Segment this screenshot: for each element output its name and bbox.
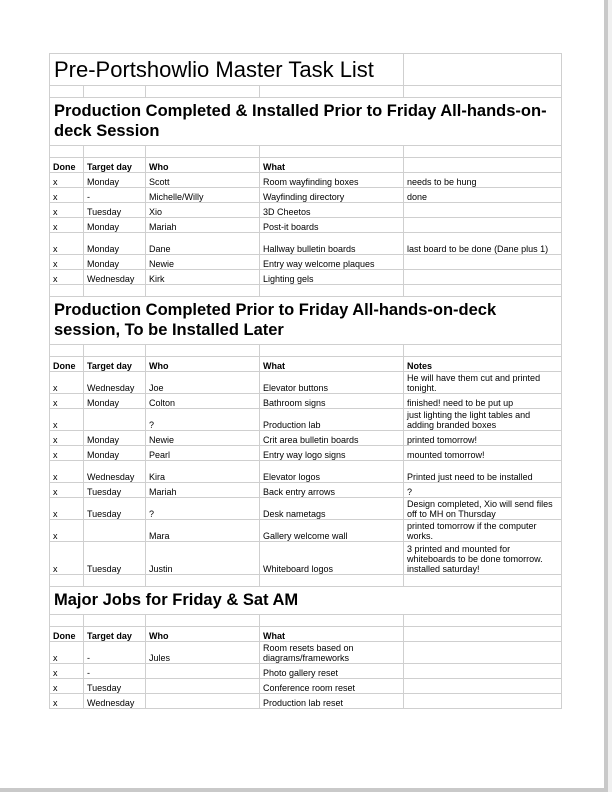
- what-cell: Photo gallery reset: [260, 664, 404, 679]
- done-cell: x: [50, 188, 84, 203]
- title-row: [50, 54, 562, 86]
- target-day-cell: Monday: [84, 431, 146, 446]
- what-cell: Entry way logo signs: [260, 446, 404, 461]
- what-cell: Back entry arrows: [260, 483, 404, 498]
- task-row: [50, 642, 562, 664]
- target-day-cell: -: [84, 642, 146, 664]
- done-cell: x: [50, 372, 84, 394]
- task-list-sheet: [49, 53, 562, 709]
- header-what: What: [260, 357, 404, 372]
- header-target-day: Target day: [84, 627, 146, 642]
- done-cell: x: [50, 270, 84, 285]
- what-cell: Production lab reset: [260, 694, 404, 709]
- section-heading: Production Completed & Installed Prior to Friday All-hands-on-deck Session: [50, 98, 562, 146]
- target-day-cell: Tuesday: [84, 542, 146, 575]
- what-cell: Wayfinding directory: [260, 188, 404, 203]
- task-row: [50, 431, 562, 446]
- who-cell: Joe: [146, 372, 260, 394]
- notes-cell: [404, 694, 562, 709]
- empty-cell: [50, 575, 84, 587]
- what-cell: Elevator buttons: [260, 372, 404, 394]
- done-cell: x: [50, 203, 84, 218]
- what-cell: Post-it boards: [260, 218, 404, 233]
- empty-cell: [84, 615, 146, 627]
- done-cell: x: [50, 394, 84, 409]
- who-cell: Colton: [146, 394, 260, 409]
- who-cell: ?: [146, 409, 260, 431]
- who-cell: Dane: [146, 233, 260, 255]
- target-day-cell: Tuesday: [84, 483, 146, 498]
- who-cell: [146, 679, 260, 694]
- empty-cell: [260, 86, 404, 98]
- who-cell: Pearl: [146, 446, 260, 461]
- notes-cell: needs to be hung: [404, 173, 562, 188]
- empty-cell: [260, 146, 404, 158]
- empty-cell: [404, 146, 562, 158]
- what-cell: Room resets based on diagrams/frameworks: [260, 642, 404, 664]
- target-day-cell: Monday: [84, 218, 146, 233]
- task-row: [50, 270, 562, 285]
- task-row: [50, 233, 562, 255]
- notes-cell: [404, 255, 562, 270]
- spacer-row: [50, 285, 562, 297]
- notes-cell: Printed just need to be installed: [404, 461, 562, 483]
- notes-cell: [404, 203, 562, 218]
- who-cell: Jules: [146, 642, 260, 664]
- target-day-cell: [84, 520, 146, 542]
- task-row: [50, 520, 562, 542]
- column-header-row: [50, 158, 562, 173]
- empty-cell: [404, 54, 562, 86]
- section-heading: Major Jobs for Friday & Sat AM: [50, 587, 562, 615]
- what-cell: Lighting gels: [260, 270, 404, 285]
- task-row: [50, 188, 562, 203]
- header-done: Done: [50, 357, 84, 372]
- done-cell: x: [50, 520, 84, 542]
- spacer-row: [50, 86, 562, 98]
- empty-cell: [50, 146, 84, 158]
- section-heading-row: [50, 297, 562, 345]
- notes-cell: done: [404, 188, 562, 203]
- header-target-day: Target day: [84, 158, 146, 173]
- notes-cell: [404, 218, 562, 233]
- done-cell: x: [50, 542, 84, 575]
- what-cell: Hallway bulletin boards: [260, 233, 404, 255]
- empty-cell: [404, 575, 562, 587]
- done-cell: x: [50, 431, 84, 446]
- column-header-row: [50, 357, 562, 372]
- header-target-day: Target day: [84, 357, 146, 372]
- empty-cell: [84, 146, 146, 158]
- task-row: [50, 694, 562, 709]
- target-day-cell: [84, 409, 146, 431]
- notes-cell: [404, 642, 562, 664]
- target-day-cell: Monday: [84, 446, 146, 461]
- empty-cell: [84, 86, 146, 98]
- what-cell: 3D Cheetos: [260, 203, 404, 218]
- task-row: [50, 218, 562, 233]
- section-heading-row: [50, 587, 562, 615]
- done-cell: x: [50, 642, 84, 664]
- who-cell: Xio: [146, 203, 260, 218]
- task-row: [50, 394, 562, 409]
- who-cell: [146, 664, 260, 679]
- empty-cell: [50, 86, 84, 98]
- notes-cell: printed tomorrow if the computer works.: [404, 520, 562, 542]
- who-cell: Kira: [146, 461, 260, 483]
- task-row: [50, 372, 562, 394]
- task-row: [50, 542, 562, 575]
- done-cell: x: [50, 679, 84, 694]
- empty-cell: [50, 285, 84, 297]
- task-row: [50, 255, 562, 270]
- notes-cell: just lighting the light tables and adding branded boxes: [404, 409, 562, 431]
- column-header-row: [50, 627, 562, 642]
- task-row: [50, 461, 562, 483]
- empty-cell: [84, 575, 146, 587]
- notes-cell: finished! need to be put up: [404, 394, 562, 409]
- notes-cell: He will have them cut and printed tonight.: [404, 372, 562, 394]
- empty-cell: [50, 615, 84, 627]
- done-cell: x: [50, 446, 84, 461]
- done-cell: x: [50, 664, 84, 679]
- who-cell: Newie: [146, 255, 260, 270]
- target-day-cell: Monday: [84, 394, 146, 409]
- empty-cell: [146, 285, 260, 297]
- who-cell: Justin: [146, 542, 260, 575]
- target-day-cell: Monday: [84, 233, 146, 255]
- spacer-row: [50, 146, 562, 158]
- done-cell: x: [50, 694, 84, 709]
- done-cell: x: [50, 483, 84, 498]
- empty-cell: [260, 285, 404, 297]
- who-cell: Newie: [146, 431, 260, 446]
- notes-cell: last board to be done (Dane plus 1): [404, 233, 562, 255]
- empty-cell: [260, 575, 404, 587]
- notes-cell: [404, 679, 562, 694]
- header-who: Who: [146, 357, 260, 372]
- task-row: [50, 203, 562, 218]
- spacer-row: [50, 575, 562, 587]
- target-day-cell: Wednesday: [84, 694, 146, 709]
- task-row: [50, 446, 562, 461]
- spacer-row: [50, 345, 562, 357]
- who-cell: [146, 694, 260, 709]
- target-day-cell: Wednesday: [84, 372, 146, 394]
- notes-cell: Design completed, Xio will send files off to MH on Thursday: [404, 498, 562, 520]
- empty-cell: [146, 575, 260, 587]
- done-cell: x: [50, 255, 84, 270]
- header-done: Done: [50, 158, 84, 173]
- header-what: What: [260, 627, 404, 642]
- done-cell: x: [50, 498, 84, 520]
- notes-cell: mounted tomorrow!: [404, 446, 562, 461]
- notes-cell: [404, 664, 562, 679]
- empty-cell: [404, 615, 562, 627]
- who-cell: Scott: [146, 173, 260, 188]
- target-day-cell: Monday: [84, 255, 146, 270]
- sheet-title: Pre-Portshowlio Master Task List: [50, 54, 404, 86]
- task-row: [50, 498, 562, 520]
- who-cell: Michelle/Willy: [146, 188, 260, 203]
- task-row: [50, 409, 562, 431]
- what-cell: Elevator logos: [260, 461, 404, 483]
- header-notes: [404, 627, 562, 642]
- header-what: What: [260, 158, 404, 173]
- section-heading-row: [50, 98, 562, 146]
- header-notes: [404, 158, 562, 173]
- what-cell: Crit area bulletin boards: [260, 431, 404, 446]
- empty-cell: [404, 345, 562, 357]
- section-heading: Production Completed Prior to Friday All-hands-on-deck session, To be Installed Later: [50, 297, 562, 345]
- target-day-cell: Wednesday: [84, 270, 146, 285]
- header-who: Who: [146, 158, 260, 173]
- what-cell: Desk nametags: [260, 498, 404, 520]
- what-cell: Production lab: [260, 409, 404, 431]
- empty-cell: [260, 615, 404, 627]
- notes-cell: printed tomorrow!: [404, 431, 562, 446]
- task-row: [50, 483, 562, 498]
- what-cell: Room wayfinding boxes: [260, 173, 404, 188]
- empty-cell: [404, 285, 562, 297]
- task-row: [50, 664, 562, 679]
- who-cell: Kirk: [146, 270, 260, 285]
- what-cell: Bathroom signs: [260, 394, 404, 409]
- who-cell: ?: [146, 498, 260, 520]
- empty-cell: [146, 345, 260, 357]
- empty-cell: [146, 615, 260, 627]
- empty-cell: [146, 146, 260, 158]
- who-cell: Mara: [146, 520, 260, 542]
- who-cell: Mariah: [146, 218, 260, 233]
- header-done: Done: [50, 627, 84, 642]
- spacer-row: [50, 615, 562, 627]
- empty-cell: [260, 345, 404, 357]
- who-cell: Mariah: [146, 483, 260, 498]
- target-day-cell: Tuesday: [84, 203, 146, 218]
- done-cell: x: [50, 173, 84, 188]
- what-cell: Whiteboard logos: [260, 542, 404, 575]
- done-cell: x: [50, 233, 84, 255]
- task-row: [50, 173, 562, 188]
- target-day-cell: Monday: [84, 173, 146, 188]
- what-cell: Entry way welcome plaques: [260, 255, 404, 270]
- empty-cell: [146, 86, 260, 98]
- empty-cell: [404, 86, 562, 98]
- what-cell: Gallery welcome wall: [260, 520, 404, 542]
- what-cell: Conference room reset: [260, 679, 404, 694]
- done-cell: x: [50, 461, 84, 483]
- header-notes: Notes: [404, 357, 562, 372]
- empty-cell: [50, 345, 84, 357]
- target-day-cell: Wednesday: [84, 461, 146, 483]
- empty-cell: [84, 345, 146, 357]
- task-row: [50, 679, 562, 694]
- notes-cell: 3 printed and mounted for whiteboards to be done tomorrow. installed saturday!: [404, 542, 562, 575]
- notes-cell: ?: [404, 483, 562, 498]
- header-who: Who: [146, 627, 260, 642]
- done-cell: x: [50, 409, 84, 431]
- notes-cell: [404, 270, 562, 285]
- empty-cell: [84, 285, 146, 297]
- target-day-cell: Tuesday: [84, 498, 146, 520]
- target-day-cell: Tuesday: [84, 679, 146, 694]
- target-day-cell: -: [84, 664, 146, 679]
- target-day-cell: -: [84, 188, 146, 203]
- done-cell: x: [50, 218, 84, 233]
